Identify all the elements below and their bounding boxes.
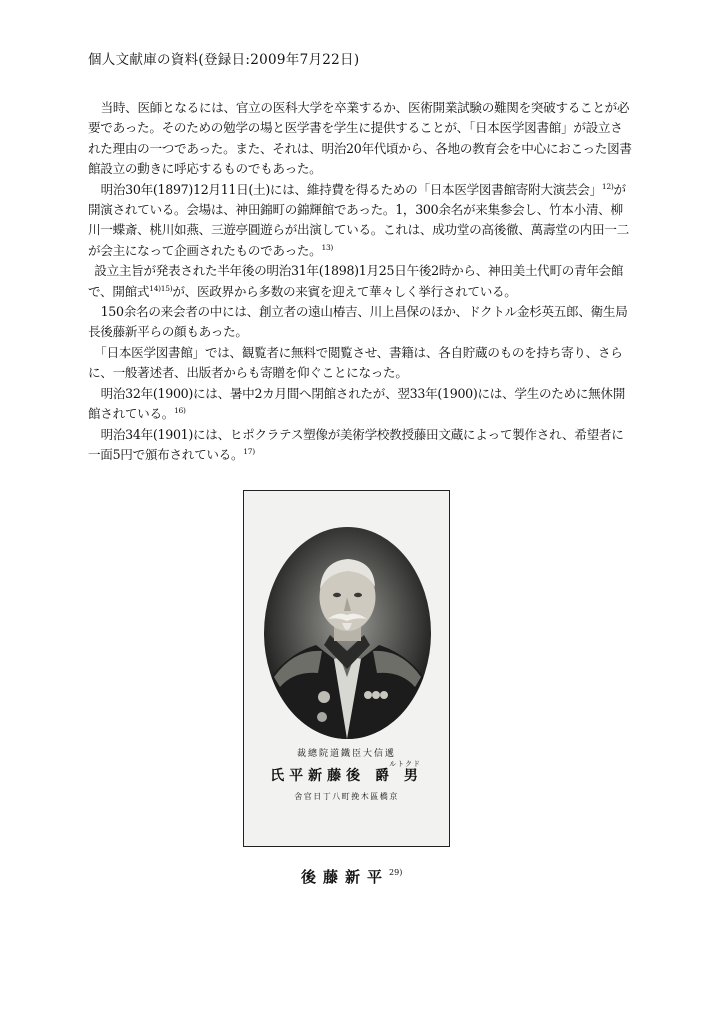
paragraph-3: 設立主旨が発表された半年後の明治31年(1898)1月25日午後2時から、神田美土代町の青年会館で、開館式$^{14)15)}$が、医政界から多数の来賓を迎えて華々しく挙行されている。: [88, 263, 624, 299]
inscription-ruby: ルトクド: [389, 760, 421, 768]
footnote-ref: 29): [389, 868, 403, 877]
paragraph-1: 当時、医師となるには、官立の医科大学を卒業するか、医術開業試験の難関を突破することが必要であった。そのための勉学の場と医学書を学生に提供することが、「日本医学図書館」が設立された理由の一つであった。また、それは、明治20年代頃から、各地の教育会を中心におこった図書館設立の動きに呼応するものでもあった。: [88, 100, 632, 177]
footnote-ref: 16): [174, 406, 186, 416]
paragraph-4: 150余名の来会者の中には、創立者の遠山椿吉、川上昌保のほか、ドクトル金杉英五郎、衛生局長後藤新平らの顔もあった。: [88, 304, 628, 340]
portrait-image: [264, 527, 431, 739]
footnote-ref: 12): [601, 181, 614, 191]
inscription-title: 裁總院道鐵臣大信遞: [296, 749, 396, 759]
page-header: 個人文献庫の資料(登録日:2009年7月22日): [88, 52, 360, 68]
paragraph-7: 明治34年(1901)には、ヒポクラテス塑像が美術学校教授藤田文蔵によって製作され、希望者に一面5円で頒布されている。$^{17)}$: [88, 426, 624, 462]
footnote-ref: 14)15): [149, 283, 173, 293]
paragraph-6: 明治32年(1900)には、暑中2カ月間へ閉館されたが、翌33年(1900)には、学生のために無休開館されている。$^{16)}$: [88, 385, 626, 422]
portrait-photo-card: [243, 490, 450, 847]
paragraph-2: 明治30年(1897)12月11日(土)には、維持費を得るための「日本医学図書館寄附大演芸会」$^{12)}$が開演されている。会場は、神田錦町の錦輝館であった。1，300余名が来集参会し、竹本小清、柳川一蝶斎、桃川如燕、三遊亭圓遊らが出演している。これは、成功堂の高後徹、萬壽堂の内田一二が会主になって企画されたものであった。$^{13)}$: [88, 181, 629, 258]
article-body: [88, 98, 632, 465]
inscription-name: 氏平新藤後 ルトクド 爵 男: [270, 760, 423, 784]
figure-caption: 後藤新平$^{29)}$: [301, 868, 403, 886]
photo-inscription: [244, 746, 449, 802]
footnote-ref: 13): [321, 242, 334, 252]
footnote-ref: 17): [243, 446, 255, 456]
inscription-address: 舍官日丁八町挽木區橋京: [294, 792, 399, 801]
paragraph-5: 「日本医学図書館」では、観覧者に無料で閲覧させ、書籍は、各自貯蔵のものを持ち寄り、さらに、一般著述者、出版者からも寄贈を仰ぐことになった。: [88, 344, 623, 381]
